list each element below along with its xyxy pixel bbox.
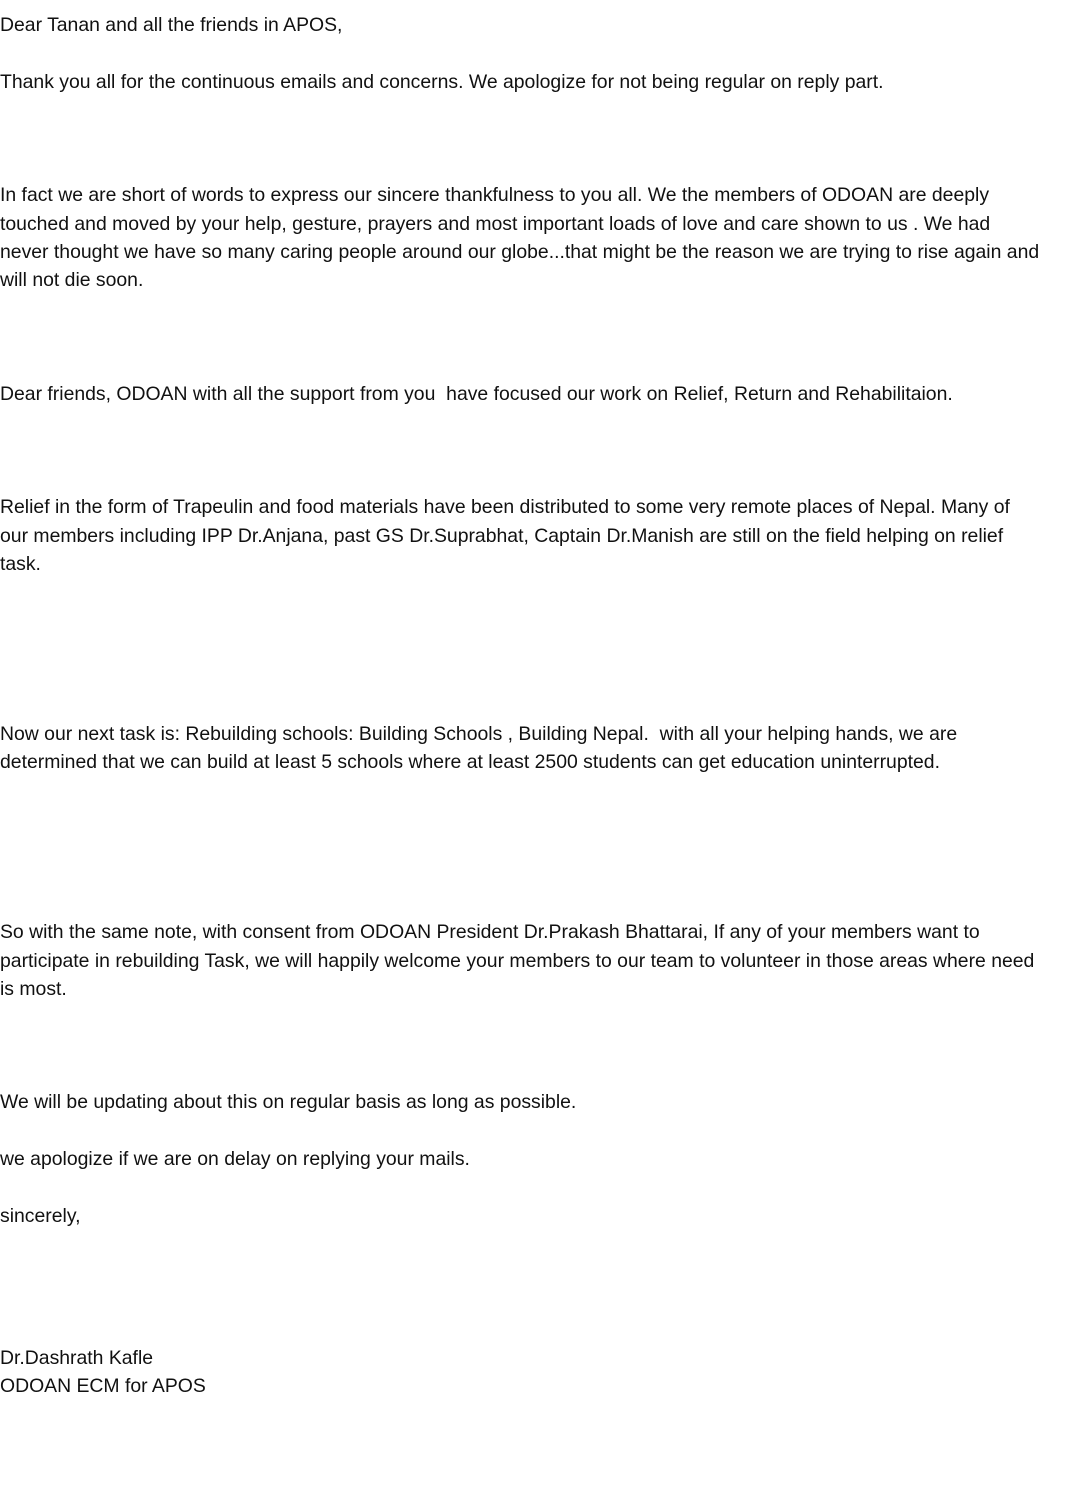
- paragraph-thankfulness: [0, 125, 1077, 351]
- paragraph-line: participate in rebuilding Task, we will happily welcome your members to our team to volunteer in those areas where need: [0, 949, 1035, 972]
- paragraph-apology: Thank you all for the continuous emails and concerns. We apologize for not being regular on reply part.: [0, 70, 884, 93]
- paragraph-line: touched and moved by your help, gesture, prayers and most important loads of love and care shown to us . We had: [0, 212, 991, 235]
- paragraph-line: is most.: [0, 977, 67, 1000]
- closing: sincerely,: [0, 1205, 81, 1228]
- paragraph-updates: We will be updating about this on regular basis as long as possible.: [0, 1091, 577, 1114]
- letter-body: [0, 11, 1077, 1486]
- paragraph-line: Relief in the form of Trapeulin and food materials have been distributed to some very remote places of Nepal. Many of: [0, 496, 1010, 519]
- signature-title: ODOAN ECM for APOS: [0, 1375, 206, 1398]
- paragraph-relief: [0, 437, 1077, 635]
- paragraph-line: task.: [0, 552, 41, 575]
- paragraph-line: our members including IPP Dr.Anjana, past GS Dr.Suprabhat, Captain Dr.Manish are still on the field helping on relief: [0, 524, 1004, 547]
- paragraph-line: So with the same note, with consent from ODOAN President Dr.Prakash Bhattarai, If any of your members want to: [0, 921, 980, 944]
- paragraph-line: will not die soon.: [0, 269, 144, 292]
- paragraph-volunteer: [0, 862, 1077, 1060]
- paragraph-next-task: [0, 663, 1077, 833]
- paragraph-line: In fact we are short of words to express our sincere thankfulness to you all. We the members of ODOAN are deeply: [0, 184, 990, 207]
- signature-name: Dr.Dashrath Kafle: [0, 1347, 154, 1370]
- paragraph-delay-apology: we apologize if we are on delay on replying your mails.: [0, 1148, 470, 1171]
- paragraph-line: never thought we have so many caring people around our globe...that might be the reason we are trying to rise again and: [0, 240, 1040, 263]
- paragraph-focus: Dear friends, ODOAN with all the support from you have focused our work on Relief, Return and Rehabilitaion.: [0, 382, 953, 405]
- paragraph-line: Now our next task is: Rebuilding schools: Building Schools , Building Nepal. with all your helping hands, we are: [0, 722, 958, 745]
- greeting: Dear Tanan and all the friends in APOS,: [0, 14, 343, 36]
- signature: [0, 1287, 1077, 1457]
- paragraph-line: determined that we can build at least 5 schools where at least 2500 students can get education uninterrupted.: [0, 751, 940, 774]
